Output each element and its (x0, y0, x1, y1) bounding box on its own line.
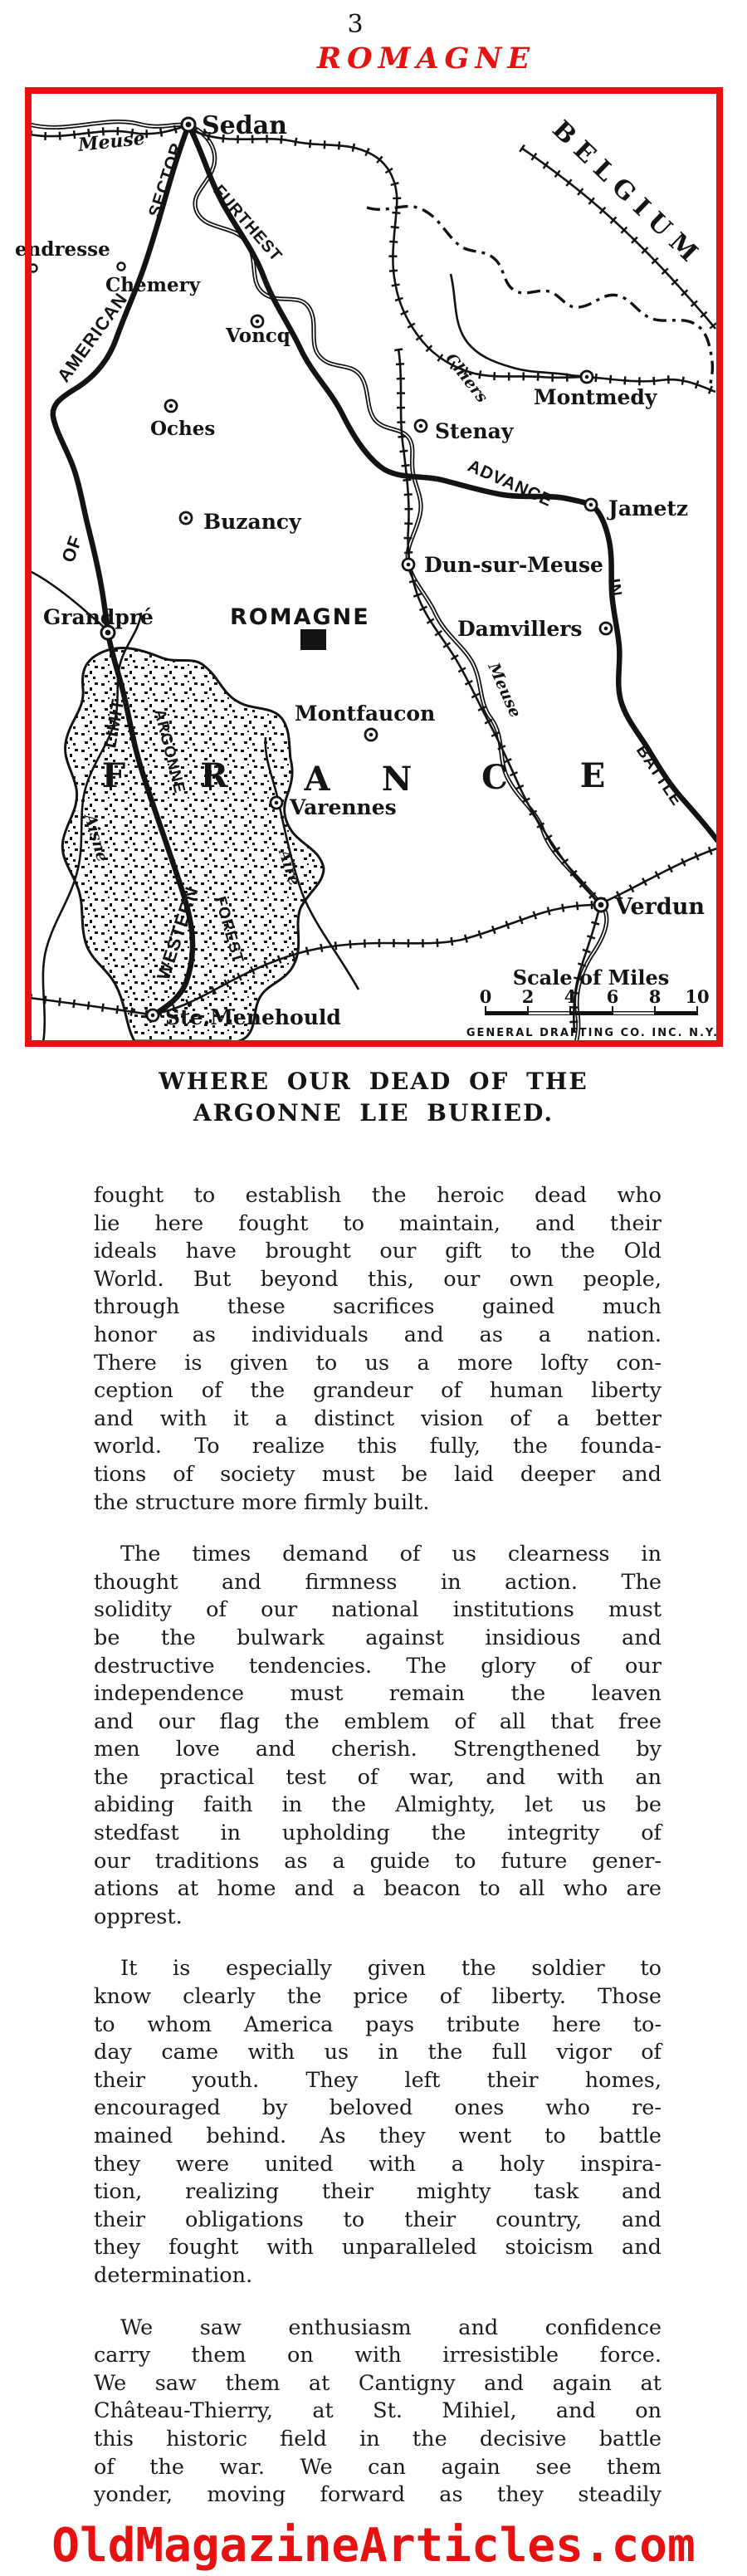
paragraph-3-line-3: to whom America pays tribute here to- (94, 2011, 662, 2037)
scale-title: Scale of Miles (512, 965, 670, 990)
town-marker-icon (118, 263, 125, 271)
paragraph-1-line-8: ception of the grandeur of human liberty (94, 1378, 662, 1404)
paragraph-2-line-10: abiding faith in the Almighty, let us be (94, 1792, 662, 1818)
paragraph-1-line-1: fought to establish the heroic dead who (94, 1183, 662, 1208)
town-sedan (182, 111, 287, 140)
military-label-limit: LIMIT (100, 697, 129, 750)
town-voncq (225, 315, 290, 347)
paragraph-2 (94, 1541, 662, 1931)
paragraph-3-line-5: their youth. They left their homes, (94, 2067, 662, 2093)
paragraph-2-line-1: The times demand of us clearness in (120, 1542, 662, 1567)
paragraph-3 (94, 1955, 662, 2290)
paragraph-3-line-4: day came with us in the full vigor of (94, 2040, 662, 2065)
town-marker-dot (151, 1014, 155, 1018)
article-body (94, 1182, 662, 2534)
paragraph-1-line-12: the structure more firmly built. (94, 1489, 430, 1515)
paragraph-2-line-2: thought and firmness in action. The (94, 1569, 662, 1595)
town-label-chemery: Chemery (105, 274, 201, 296)
paragraph-4-line-2: carry them on with irresistible force. (94, 2343, 662, 2368)
argonne-map (0, 0, 747, 1054)
paragraph-3-line-8: they were united with a holy inspira- (94, 2151, 662, 2177)
paragraph-3-line-2: know clearly the price of liberty. Those (94, 1984, 662, 2010)
paragraph-3-line-12: determination. (94, 2262, 253, 2288)
romagne-label: ROMAGNE (230, 604, 370, 630)
paragraph-1 (94, 1182, 662, 1517)
paragraph-1-line-4: World. But beyond this, our own people, (94, 1266, 662, 1292)
river-label-meuse-0: Meuse (76, 127, 146, 156)
paragraph-4-line-1: We saw enthusiasm and confidence (120, 2314, 662, 2340)
military-label-of: OF (57, 532, 86, 565)
town-label-varennes: Varennes (290, 795, 397, 819)
scale-tick-0: 0 (479, 986, 492, 1007)
paragraph-4 (94, 2314, 662, 2510)
town-stenay (415, 419, 515, 443)
paragraph-3-line-11: they fought with unparalleled stoicism and (94, 2235, 662, 2261)
town-label-endresse: endresse (15, 238, 110, 261)
paragraph-3-line-6: encouraged by beloved ones who re- (94, 2095, 662, 2121)
watermark: OldMagazineArticles.com (51, 2519, 696, 2573)
region-label-france-letter-2: A (304, 760, 330, 799)
town-marker-dot (184, 516, 188, 521)
town-label-sedan: Sedan (202, 111, 287, 140)
town-marker-dot (419, 424, 423, 428)
military-label-western: WESTERN (152, 883, 203, 983)
scale-tick-4: 4 (564, 986, 577, 1007)
military-label-in: IN (604, 577, 625, 599)
town-dun-sur-meuse (403, 553, 603, 577)
military-label-battle: BATTLE (632, 741, 686, 809)
town-grandpr (43, 605, 154, 639)
town-label-verdun: Verdun (615, 894, 706, 920)
paragraph-1-line-2: lie here fought to maintain, and their (94, 1210, 662, 1236)
town-label-buzancy: Buzancy (203, 510, 301, 534)
military-label-forest: FOREST (211, 894, 247, 966)
paragraph-1-line-6: honor as individuals and as a nation. (94, 1322, 662, 1347)
town-marker-dot (407, 563, 411, 567)
town-montfaucon (295, 701, 435, 741)
town-marker-dot (169, 404, 173, 408)
town-label-jametz: Jametz (608, 496, 689, 521)
town-marker-dot (589, 503, 593, 507)
paragraph-1-line-9: and with it a distinct vision of a better (94, 1405, 662, 1431)
romagne-square-marker (300, 629, 326, 650)
paragraph-4-line-6: of the war. We can again see them (94, 2454, 662, 2480)
river-label-meuse-2: Meuse (484, 660, 525, 721)
map-credit: GENERAL DRAFTING CO. INC. N.Y. (466, 1027, 720, 1039)
paragraph-4-line-5: this historic field in the decisive battle (94, 2426, 662, 2451)
military-label-advance: ADVANCE (464, 456, 556, 511)
town-varennes (271, 795, 397, 819)
paragraph-2-line-7: and our flag the emblem of all that free (94, 1708, 662, 1734)
military-label-sector: SECTOR (144, 139, 188, 220)
page-title: ROMAGNE (317, 42, 536, 76)
paragraph-3-line-9: tion, realizing their mighty task and (94, 2179, 662, 2205)
paragraph-4-line-4: Château-Thierry, at St. Mihiel, and on (94, 2398, 662, 2424)
page-number: 3 (347, 10, 364, 39)
paragraph-4-line-7: yonder, moving forward as they steadily (94, 2482, 662, 2508)
paragraph-4-line-3: We saw them at Cantigny and again at (94, 2370, 662, 2396)
town-marker-dot (598, 902, 604, 908)
region-label-france-letter-4: C (481, 758, 508, 797)
paragraph-1-line-3: ideals have brought our gift to the Old (94, 1239, 662, 1264)
town-marker-dot (256, 320, 260, 324)
town-label-damvillers: Damvillers (457, 617, 583, 641)
scale-tick-6: 6 (606, 986, 619, 1007)
town-ste-menehould (147, 1005, 341, 1029)
town-label-voncq: Voncq (226, 325, 290, 347)
river-label-aire-4: Aire (275, 847, 304, 888)
scale-tick-2: 2 (521, 986, 535, 1007)
paragraph-2-line-13: ations at home and a beacon to all who are (94, 1876, 662, 1902)
paragraph-1-line-10: world. To realize this fully, the founda- (94, 1434, 662, 1459)
region-label-france-letter-3: N (381, 760, 413, 799)
town-label-oches: Oches (150, 418, 216, 440)
town-marker-dot (105, 630, 111, 636)
paragraph-3-line-7: mained behind. As they went to battle (94, 2124, 662, 2148)
chiers-river (451, 274, 587, 377)
town-label-montmedy: Montmedy (534, 385, 657, 409)
town-marker-dot (369, 733, 374, 737)
town-buzancy (180, 510, 302, 534)
river-label-aisne-3: Aisne (81, 812, 112, 864)
region-label-france-letter-1: R (200, 756, 228, 795)
paragraph-2-line-11: stedfast in upholding the integrity of (94, 1821, 662, 1846)
caption-line-1: WHERE OUR DEAD OF THE (159, 1068, 588, 1095)
town-label-grandpr: Grandpré (43, 605, 154, 629)
town-label-ste-menehould: Ste.Menehould (165, 1005, 341, 1029)
paragraph-1-line-11: tions of society must be laid deeper and (94, 1461, 662, 1487)
military-label-american: AMERICAN (52, 288, 132, 386)
scale-bar (486, 1006, 697, 1015)
town-marker-dot (186, 122, 192, 128)
paragraph-2-line-14: opprest. (94, 1904, 183, 1929)
caption-line-2: ARGONNE LIE BURIED. (193, 1099, 554, 1127)
paragraph-2-line-12: our traditions as a guide to future gener- (94, 1848, 662, 1874)
paragraph-2-line-9: the practical test of war, and with an (94, 1764, 662, 1790)
scale-tick-10: 10 (685, 986, 710, 1007)
scale-tick-8: 8 (648, 986, 662, 1007)
paragraph-2-line-8: men love and cherish. Strengthened by (94, 1737, 662, 1762)
paragraph-1-line-7: There is given to us a more lofty con- (94, 1350, 662, 1376)
town-damvillers (457, 617, 612, 641)
paragraph-1-line-5: through these sacrifices gained much (94, 1294, 662, 1320)
town-label-dun-sur-meuse: Dun-sur-Meuse (424, 553, 603, 577)
military-label-furthest: FURTHEST (209, 181, 286, 266)
paragraph-2-line-4: be the bulwark against insidious and (94, 1625, 662, 1650)
paragraph-2-line-6: independence must remain the leaven (94, 1681, 662, 1707)
town-marker-dot (585, 375, 589, 379)
region-label-france-letter-5: E (579, 756, 606, 795)
town-chemery (105, 263, 201, 297)
paragraph-2-line-5: destructive tendencies. The glory of our (94, 1653, 662, 1679)
river-label-chiers-1: Chiers (442, 349, 491, 407)
town-marker-dot (275, 801, 279, 805)
paragraph-3-line-10: their obligations to their country, and (94, 2207, 662, 2232)
town-label-montfaucon: Montfaucon (295, 701, 436, 726)
town-oches (150, 400, 215, 440)
military-label-argonne: ARGONNE (150, 707, 188, 796)
region-label-france-letter-0: F (101, 756, 126, 795)
map-caption (0, 1066, 747, 1129)
town-marker-dot (604, 627, 608, 631)
town-label-stenay: Stenay (435, 419, 514, 443)
town-romagne (230, 604, 370, 650)
region-label-belgium: BELGIUM (546, 115, 710, 274)
paragraph-3-line-1: It is especially given the soldier to (120, 1956, 662, 1982)
paragraph-2-line-3: solidity of our national institutions must (94, 1597, 662, 1623)
